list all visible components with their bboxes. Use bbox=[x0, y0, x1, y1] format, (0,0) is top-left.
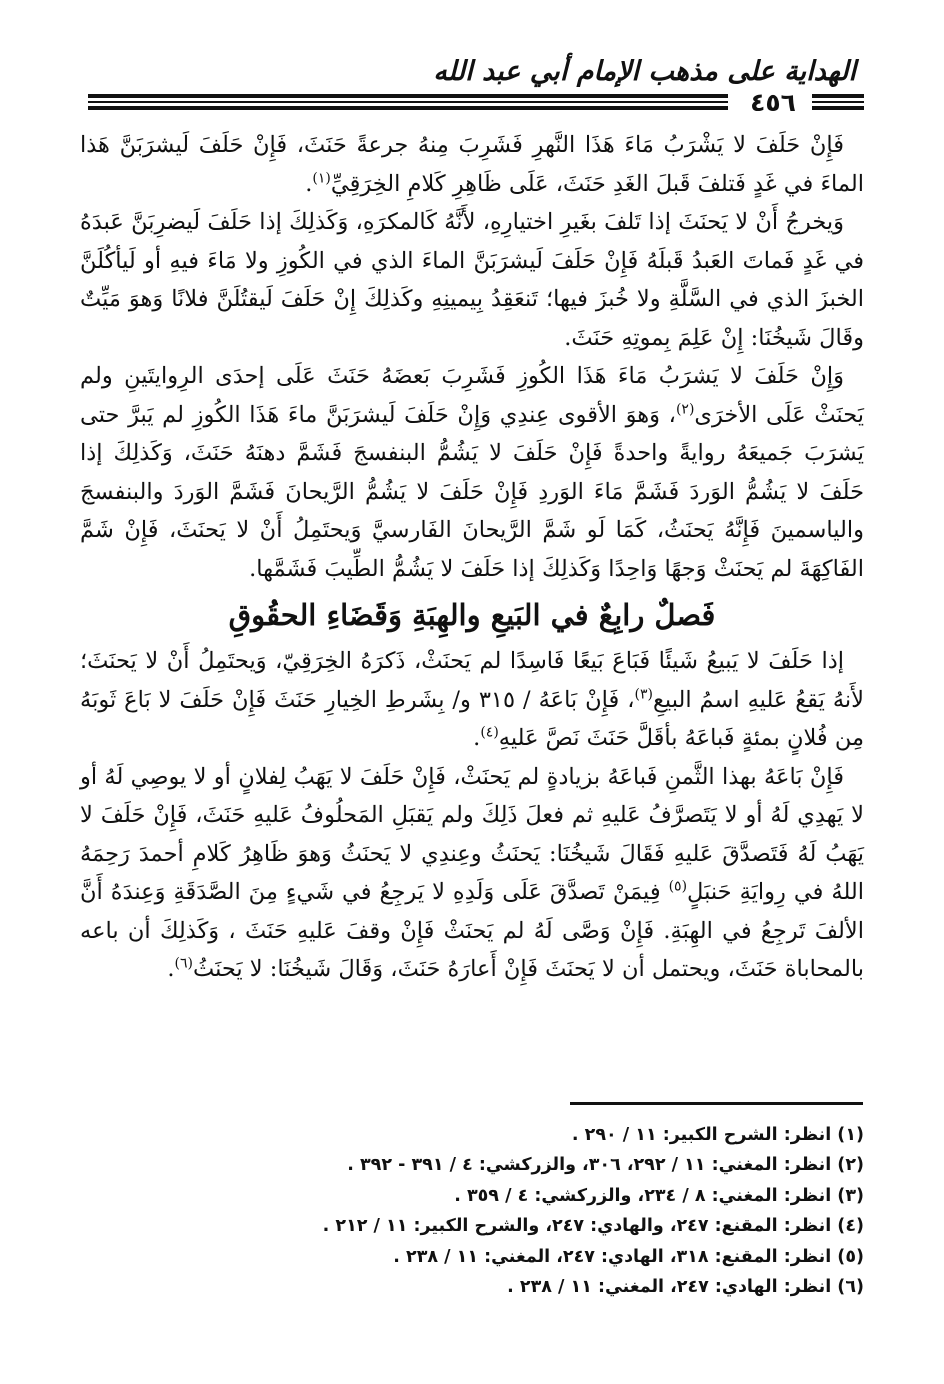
footnote-marker: (٦) bbox=[174, 955, 193, 972]
header-rule-right-top bbox=[812, 94, 864, 98]
footnote-separator bbox=[570, 1102, 863, 1105]
footnote-marker: (٢) bbox=[675, 401, 695, 417]
running-header-title: الهداية على مذهب الإمام أبي عبد الله bbox=[433, 56, 856, 87]
footnotes bbox=[180, 1120, 864, 1302]
section-heading: فَصلٌ رابِعٌ في البَيعِ والهِبَةِ وَقَضَاءِ الحقُوقِ bbox=[228, 598, 716, 632]
paragraph: وَيخرجُ أَنْ لا يَحنَثَ إذا تَلفَ بغَيرِ اختيارِهِ، لأَنَّهُ كَالمكرَهِ، وَكَذلِكَ إذا حَلَفَ لَيضرِبَنَّ عَبدَهُ في غَدٍ فَماتَ العَبدُ قَبلَهُ فَإِنْ حَلَفَ لَيشرَبَنَّ الماءَ الذي في الكُوزِ ولا مَاءَ فيهِ أو لَيأكُلَنَّ الخبزَ الذي في السَّلَّةِ ولا خُبزَ فيها؛ تَنعَقِدُ بِيمينِهِ وكَذلِكَ إِنْ حَلَفَ لَيقتُلَنَّ فلانًا وَهوَ مَيِّتٌ وقَالَ شَيخُنَا: إِنْ عَلِمَ بِموتِهِ حَنَثَ. bbox=[80, 209, 864, 351]
page-number: ٤٥٦ bbox=[750, 88, 796, 117]
paragraph: إذا حَلَفَ لا يَبيعُ شَيئًا فَبَاعَ بَيعًا فَاسِدًا لم يَحنَثْ، ذَكرَهُ الخِرَقِيّ، وَيحتَمِلُ أَنْ لا يَحنَثَ؛ لأَنهُ يَقعُ عَليهِ اسمُ البيعِ$^{(٣)}$، فَإِنْ بَاعَهُ / ٣١٥ و/ بِشَرطِ الخِيارِ حَنَثَ فَإِنْ حَلَفَ لا بَاعَ ثَوبَهُ مِن فُلانٍ بمئةٍ فَباعَهُ بأقَلَّ حَنَثَ نَصَّ عَليهِ$^{(٤)}$. bbox=[80, 648, 864, 751]
paragraph: فَإِنْ بَاعَهُ بهذا الثَّمنِ فَباعَهُ بزيادةٍ لم يَحنَثْ، فَإِنْ حَلَفَ لا يَهَبُ لِفلانٍ أو لا يوصِي لَهُ أو لا يَهدِي لَهُ أو لا يَتَصرَّفُ عَليهِ ثم فعلَ ذَلِكَ ولم يَقبَلِ المَحلُوفُ عَليهِ حَنَثَ، فَإِنْ حَلَفَ لا يَهَبُ لَهُ فَتَصدَّقَ عَليهِ فَقَالَ شَيخُنَا: يَحنَثُ وعِندِي لا يَحنَثُ وَهوَ ظَاهِرُ كَلامِ أحمدَ رَحِمَهُ اللهُ في رِوايَةِ حَنبَلٍ$^{(٥)}$ فِيمَنْ تَصدَّقَ عَلَى وَلَدِهِ لا يَرجِعُ في شَيءٍ مِنَ الصَّدَقَةِ وَعِندَهُ أَنَّ الألفَ تَرجِعُ في الهِبَةِ. فَإِنْ وَصَّى لَهُ لم يَحنَثْ فَإِنْ وقفَ عَليهِ حَنَثَ ، وَكَذلِكَ أن باعه بالمحاباة حَنَثَ، ويحتمل أن لا يَحنَثَ فَإِنْ أَعارَهُ حَنَثَ، وَقَالَ شَيخُنَا: لا يَحنَثُ$^{(٦)}$. bbox=[80, 763, 864, 982]
header-rule-right-bottom bbox=[812, 106, 864, 110]
paragraph: وَإِنْ حَلَفَ لا يَشرَبُ مَاءَ هَذَا الكُوزِ فَشَرِبَ بَعضَهُ حَنَثَ عَلَى إحدَى الرِوايتَينِ ولم يَحنَثْ عَلَى الأخرَى$^{(٢)}$، وَهوَ الأقوى عِندِي وَإِنْ حَلَفَ لَيشرَبَنَّ ماءَ هَذَا الكُوزِ لم يَبرَّ حتى يَشرَبَ جَميعَهُ روايةً واحدةً فَإِنْ حَلَفَ لا يَشُمُّ البنفسجَ فَشَمَّ دهنَهُ حَنَثَ، وَكَذلِكَ إذا حَلَفَ لا يَشُمُّ الوَردَ فَشَمَّ مَاءَ الوَردِ فَإِنْ حَلَفَ لا يَشُمُّ الرَّيحانَ فَشَمَّ الوَردَ والبنفسجَ والياسمينَ فَإِنَّهُ يَحنَثُ، كَمَا لَو شَمَّ الرَّيحانَ الفَارسيَّ وَيحتَمِلُ أَنْ لا يَحنَثَ، فَإِنْ شَمَّ الفَاكِهَةَ لم يَحنَثْ وَجهًا وَاحِدًا وَكَذلِكَ إذا حَلَفَ لا يَشُمُّ الطِّيبَ فَشَمَّها. bbox=[80, 363, 864, 582]
footnote: (٥) انظر: المقنع: ٣١٨، الهادي: ٢٤٧، المغني: ١١ / ٢٣٨ . bbox=[393, 1246, 864, 1267]
header-rule-left-mid bbox=[88, 101, 728, 103]
footnote: (٤) انظر: المقنع: ٢٤٧، والهادي: ٢٤٧، والشرح الكبير: ١١ / ٢١٢ . bbox=[322, 1216, 864, 1237]
footnote-marker: (٥) bbox=[668, 878, 688, 895]
main-text bbox=[80, 126, 864, 989]
footnote: (١) انظر: الشرح الكبير: ١١ / ٢٩٠ . bbox=[571, 1125, 864, 1145]
header-rule-right-mid bbox=[812, 101, 864, 103]
footnote: (٣) انظر: المغني: ٨ / ٢٣٤، والزركشي: ٤ / ٣٥٩ . bbox=[454, 1185, 864, 1206]
header-rule-left-bottom bbox=[88, 106, 728, 110]
header-rule-left-top bbox=[88, 94, 728, 98]
footnote-marker: (٣) bbox=[634, 686, 653, 702]
footnote-marker: (١) bbox=[312, 170, 331, 186]
paragraph: فَإِنْ حَلَفَ لا يَشْرَبُ مَاءَ هَذَا النَّهرِ فَشَرِبَ مِنهُ جرعةً حَنَثَ، فَإِنْ حَلَفَ لَيشرَبَنَّ هَذا الماءَ في غَدٍ فَتلفَ قَبلَ الغَدِ حَنَثَ، عَلَى ظَاهِرِ كَلامِ الخِرَقِيِّ$^{(١)}$. bbox=[80, 132, 864, 197]
footnote: (٦) انظر: الهادي: ٢٤٧، المغني: ١١ / ٢٣٨ . bbox=[507, 1277, 864, 1298]
footnote: (٢) انظر: المغني: ١١ / ٢٩٢، ٣٠٦، والزركشي: ٤ / ٣٩١ - ٣٩٢ . bbox=[347, 1155, 864, 1176]
footnote-marker: (٤) bbox=[480, 724, 499, 741]
